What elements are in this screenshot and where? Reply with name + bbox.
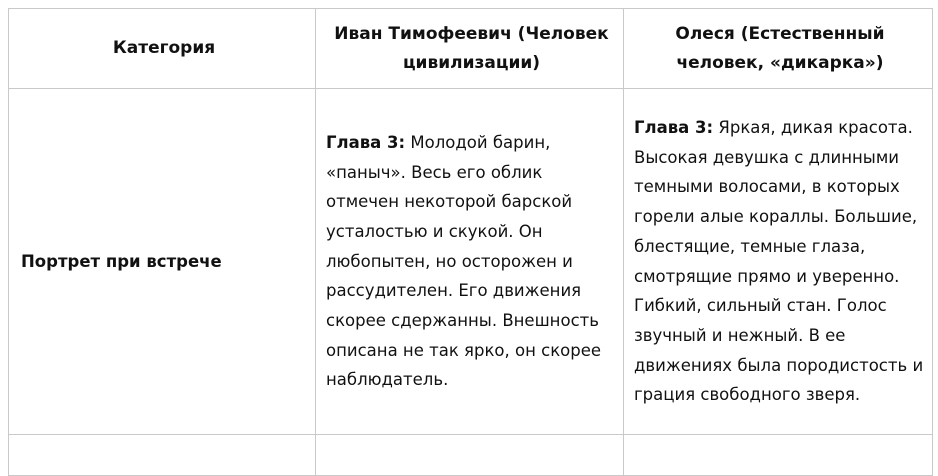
header-category: Категория (9, 9, 316, 89)
cell-category (9, 89, 316, 435)
header-row (9, 9, 933, 89)
header-ivan: Иван Тимофеевич (Человек цивилизации) (316, 9, 624, 89)
category-label: Портрет при встрече (21, 251, 222, 271)
chapter-label: Глава 3: (634, 117, 714, 137)
chapter-label: Глава 3: (326, 132, 406, 152)
cell-ivan (316, 89, 624, 435)
ivan-portrait-text: Молодой барин, «паныч». Весь его облик отмечен некоторой барской усталостью и скукой. Он любопытен, но осторожен и рассудителен. Его движения скорее сдержанны. Внешность описана не так ярко, он скорее наблюдатель. (326, 132, 602, 390)
ivan-portrait (316, 128, 623, 395)
header-olesya: Олеся (Естественный человек, «дикарка») (624, 9, 933, 89)
comparison-table (8, 8, 933, 476)
olesya-portrait-text: Яркая, дикая красота. Высокая девушка с длинными темными волосами, в которых горели алые кораллы. Большие, блестящие, темные глаза, смотрящие прямо и уверенно. Гибкий, сильный стан. Голос звучный и нежный. В ее движениях была породистость и грация свободного зверя. (634, 117, 924, 405)
table-row (9, 89, 933, 435)
cell-olesya (624, 89, 933, 435)
olesya-portrait (624, 113, 932, 410)
